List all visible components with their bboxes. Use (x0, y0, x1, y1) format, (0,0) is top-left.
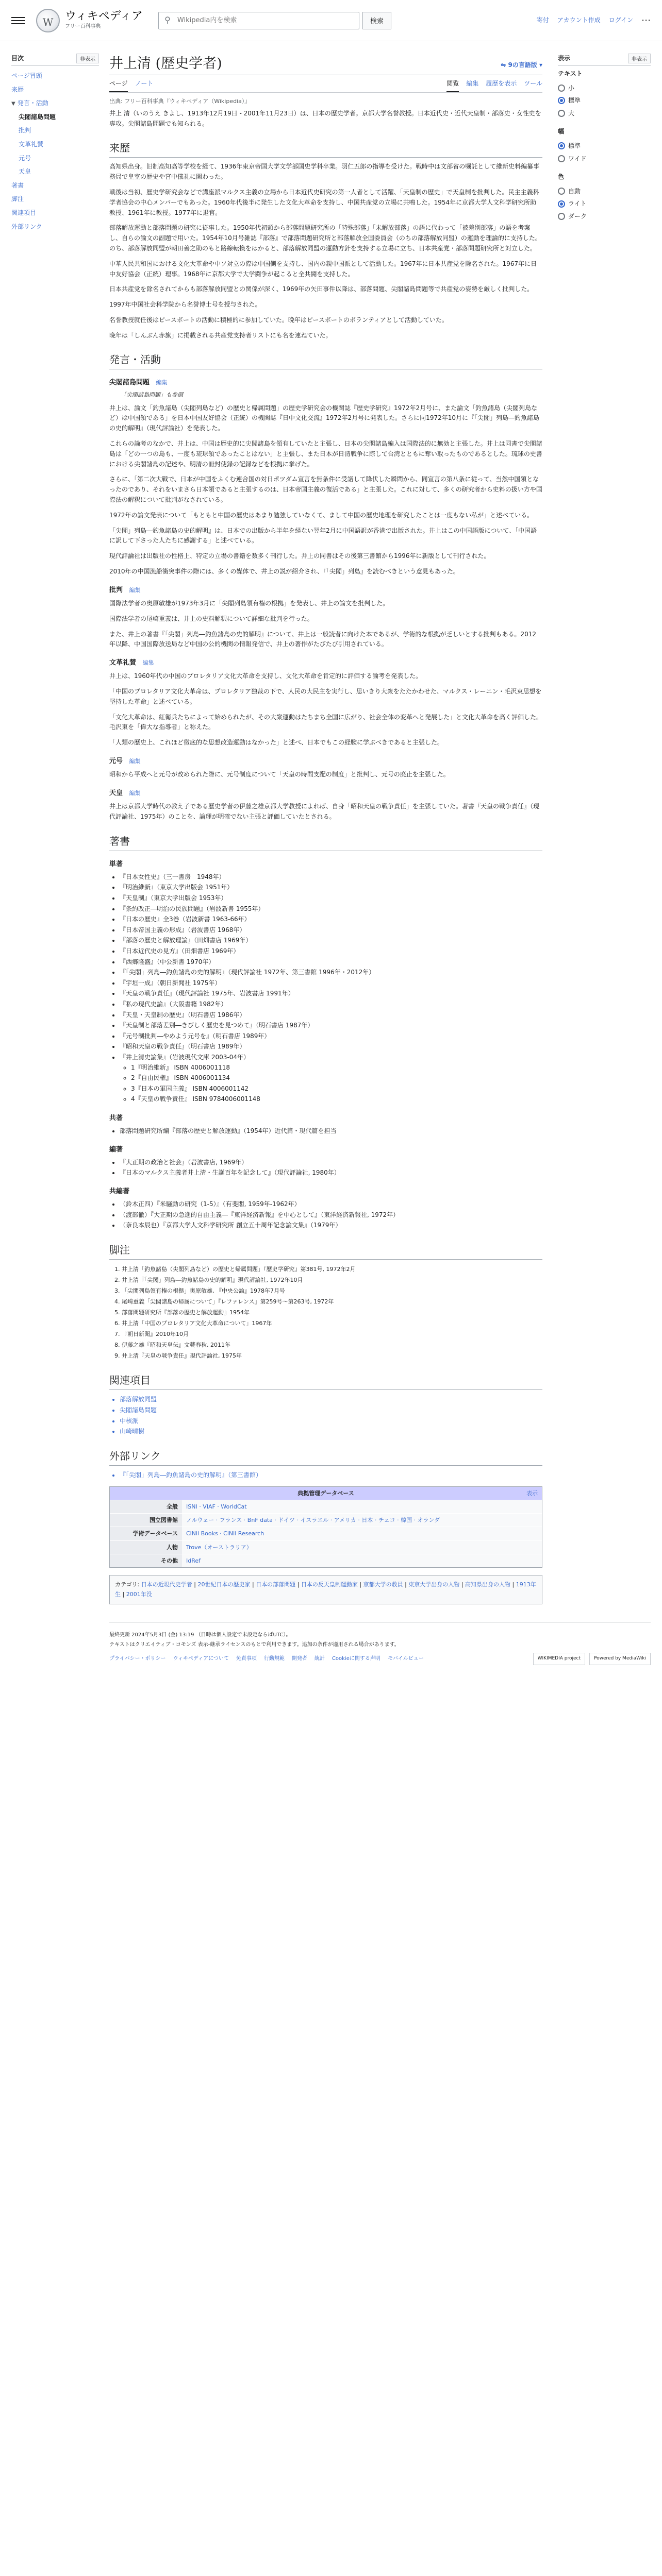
references-list (109, 1264, 542, 1361)
footer-link[interactable]: 統計 (314, 1656, 325, 1662)
edit-tenno-link[interactable]: 編集 (129, 790, 141, 797)
appearance-option-label: ワイド (568, 155, 587, 162)
tab-read[interactable]: 閲覧 (446, 75, 459, 92)
authority-control-box (109, 1486, 542, 1567)
paragraph: また、井上の著書『「尖閣」列島―釣魚諸島の史的解明』について、井上は一般読者に向けた本であるが、学術的な根拠が乏しいとする批判もある。2012年以降、中国国際放送局など中国の公的機関の情報発信で、井上の著作がたびたび引用されている。 (109, 630, 537, 648)
section-heading-works-label: 著書 (109, 835, 130, 848)
toc-item[interactable] (11, 138, 99, 151)
paragraph: 「文化大革命は、紅衛兵たちによって始められたが、その大衆運動はたちまち全国に広がり、社会全体の変革へと発展した」と文化大革命を高く評価した。毛沢東を「偉大な指導者」と称えた。 (109, 713, 543, 731)
last-modified: 最終更新 2024年5月3日 (金) 13:19 （日時は個人設定で未設定ならばUTC）。 (109, 1632, 291, 1638)
appearance-option-label: ダーク (568, 212, 587, 220)
intro-paragraph: 井上 清（いのうえ きよし、1913年12月19日 - 2001年11月23日）は、日本の歴史学者。京都大学名誉教授。日本近代史・近代天皇制・部落史・女性史を専攻。尖閣諸島問題でも知られる。 (109, 109, 541, 127)
authority-label: 全般 (110, 1500, 182, 1514)
appearance-option[interactable] (558, 210, 651, 223)
search-box (158, 12, 359, 29)
appearance-title: 表示 (558, 55, 571, 62)
section-heading-works (109, 834, 542, 851)
paragraph: 井上は京都大学時代の教え子である歴史学者の伊藤之雄京都大学教授によれば、自身「昭和天皇の戦争責任」を主張していた。著書『天皇の戦争責任』（現代評論社、1975年）のことを、論理が明確でない主張と評価していたとされる。 (109, 803, 540, 820)
login-link[interactable]: ログイン (608, 16, 633, 24)
works-solo-list (109, 872, 542, 1105)
paragraph: 部落解放運動と部落問題の研究に従事した。1950年代初頭から部落問題研究所の「特殊部落」「未解放部落」の語に代わって「被差別部落」の語を考案し、自らの論文の副題で用いた。1954年10月号雑誌『部落』で部落問題研究所と部落解放全国委員会（のちの部落解放同盟）の運動を理論的に支持した。のち、部落解放同盟が朝田善之助のもと路線転換をはかると、部落解放同盟の運動方針を支持する立場に立ち、日本共産党・部落問題研究所と対立した。 (109, 224, 541, 252)
book-item: • （奈良本辰也）『京都大学人文科学研究所 創立五十周年記念論文集』（1979年） (120, 1220, 542, 1231)
book-item: • 『宇垣一成』（朝日新聞社 1975年） (120, 978, 542, 989)
more-options-icon[interactable]: ⋯ (641, 14, 651, 26)
book-item: • 『昭和天皇の戦争責任』（明石書店 1989年） (120, 1041, 542, 1052)
paragraph: 中華人民共和国における文化大革命や中ソ対立の際は中国側を支持し、国内の親中国派として活動した。1967年に日本共産党を除名された。1967年に日中友好協会（正統）理事。1968年に京都大学で大学闘争が起こると全共闘を支持した。 (109, 260, 537, 278)
subsection-heading-tenno (109, 788, 542, 799)
appearance-option[interactable] (558, 82, 651, 95)
license-text: テキストはクリエイティブ・コモンズ 表示-継承ライセンスのもとで利用できます。追加の条件が適用される場合があります。 (109, 1641, 400, 1648)
toc-item[interactable] (11, 96, 99, 110)
subsection-heading-criticism-label: 批判 (109, 586, 123, 594)
category-link[interactable]: 1913年生 (115, 1581, 536, 1598)
authority-toggle[interactable]: 表示 (526, 1490, 538, 1497)
subsection-heading-joint: 共著 (109, 1114, 123, 1122)
authority-label: 学術データベース (110, 1527, 182, 1540)
toc-item[interactable] (11, 83, 99, 97)
authority-row (110, 1500, 542, 1514)
radio-button[interactable] (558, 188, 565, 195)
appearance-group-label: 幅 (558, 128, 565, 135)
external-link[interactable]: • 『「尖閣」列島―釣魚諸島の史的解明』（第三書館） (120, 1470, 542, 1481)
subsection-heading-senkaku-label: 尖閣諸島問題 (109, 379, 150, 387)
site-logo[interactable] (36, 9, 143, 32)
footer-link[interactable]: ウィキペディアについて (173, 1656, 229, 1662)
category-link[interactable]: 高知県出身の人物 (465, 1581, 510, 1588)
paragraph: 国際法学者の奥原敏雄が1973年3月に「尖閣列島領有権の根拠」を発表し、井上の論文を批判した。 (109, 599, 389, 607)
logo-title: ウィキペディア (65, 9, 143, 23)
external-links-list (109, 1470, 542, 1481)
page-tabs (109, 75, 542, 93)
reference-item: 4. 尾崎重義「尖閣諸島の帰属について」『レファレンス』第259号〜第263号, 1972年 (122, 1296, 542, 1307)
paragraph: 2010年の中国漁船衝突事件の際には、多くの媒体で、井上の説が紹介され、『「尖閣」列島』を読むべきという意見もあった。 (109, 568, 459, 575)
toc-item-label: 関連項目 (11, 209, 37, 216)
book-item: • 『「尖閣」列島―釣魚諸島の史的解明』（現代評論社 1972年、第三書館 1996年・2012年） (120, 967, 542, 978)
footer-link[interactable]: モバイルビュー (387, 1656, 424, 1662)
paragraph: 名誉教授就任後はピースボートの活動に積極的に参加していた。晩年はピースボートのボランティアとして活動していた。 (109, 316, 448, 324)
book-item: • （鈴木正四）『米騒動の研究（1-5）』（有斐閣, 1959年-1962年） (120, 1199, 542, 1210)
subsection-heading-bunkaku-label: 文革礼賛 (109, 659, 137, 667)
book-item: • 部落問題研究所編『部落の歴史と解放運動』（1954年）近代篇・現代篇を担当 (120, 1126, 542, 1137)
paragraph: 晩年は「しんぶん赤旗」に掲載される共産党支持者リストにも名を連ねていた。 (109, 331, 332, 339)
radio-button[interactable] (558, 97, 565, 104)
language-button-label: 9の言語版 (508, 61, 537, 69)
works-edited-list (109, 1157, 542, 1178)
book-volumes-list (120, 1062, 542, 1105)
source-line: 出典: フリー百科事典『ウィキペディア（Wikipedia）』 (109, 97, 251, 105)
appearance-option-label: 小 (568, 84, 575, 92)
paragraph: 1972年の論文発表について「もともと中国の歴史はあまり勉強していなくて、まして中国の歴史地理を研究したことは一度もない私が」と述べている。 (109, 511, 534, 519)
tab-talk[interactable]: ノート (135, 80, 154, 88)
section-heading-related-label: 関連項目 (109, 1374, 151, 1387)
category-link[interactable]: 日本の近現代史学者 (141, 1581, 192, 1588)
hatnote-senkaku[interactable]: 「尖閣諸島問題」も参照 (121, 391, 183, 398)
paragraph: 1997年中国社会科学院から名誉博士号を授与された。 (109, 301, 261, 309)
footer-link[interactable]: プライバシー・ポリシー (109, 1656, 166, 1662)
book-item: • 『日本近代史の見方』（田畑書店 1969年） (120, 946, 542, 957)
book-item: • 『西郷隆盛』（中公新書 1970年） (120, 957, 542, 968)
subsection-heading-edited: 編著 (109, 1145, 123, 1154)
appearance-option-label: 自動 (568, 187, 581, 195)
book-item: • 『日本のマルクス主義者井上清・生誕百年を記念して』（現代評論社, 1980年） (120, 1167, 542, 1178)
radio-button[interactable] (558, 200, 565, 208)
paragraph: 「尖閣」列島―釣魚諸島の史的解明』は、日本での出版から半年を経ない翌年2月に中国語訳が香港で出版された。井上はこの中国語版について、「中国語に訳して下さった人たちに感謝する」と述べている。 (109, 527, 537, 545)
footer-link[interactable]: Cookieに関する声明 (332, 1656, 380, 1662)
logo-subtitle: フリー百科事典 (65, 23, 101, 29)
reference-item: 5. 部落問題研究所『部落の歴史と解放運動』1954年 (122, 1307, 542, 1318)
toc-item-label: 元号 (19, 154, 31, 162)
section-heading-activities (109, 352, 542, 369)
section-heading-history-label: 来歴 (109, 142, 130, 155)
category-link[interactable]: 日本の反天皇制運動家 (301, 1581, 358, 1588)
reference-item: 7. 『朝日新聞』2010年10月 (122, 1329, 542, 1340)
edit-bunkaku-link[interactable]: 編集 (142, 659, 154, 667)
appearance-option[interactable] (558, 107, 651, 120)
book-item: • 『元号制批判―やめよう元号を』（明石書店 1989年） (120, 1031, 542, 1042)
reference-item: 8. 伊藤之雄『昭和天皇伝』文藝春秋, 2011年 (122, 1340, 542, 1350)
language-button[interactable]: ⇋ 9の言語版 ▾ (501, 61, 542, 69)
toc-hide-button[interactable]: 非表示 (76, 54, 99, 63)
toc-item-label: 文革礼賛 (19, 140, 44, 148)
subsection-heading-gengo (109, 756, 542, 767)
footer-link[interactable]: 開発者 (291, 1656, 307, 1662)
book-item: • 『大正期の政治と社会』（岩波書店, 1969年） (120, 1157, 542, 1168)
paragraph: 現代評論社は出版社の性格上、特定の立場の書籍を数多く刊行した。井上の同書はその後第三書館から1996年に新版として刊行された。 (109, 552, 490, 560)
authority-value[interactable]: CiNii Books · CiNii Research (182, 1527, 542, 1540)
toc-item[interactable] (11, 151, 99, 165)
category-link[interactable]: 2001年没 (126, 1591, 152, 1598)
section-heading-related (109, 1372, 542, 1390)
authority-value[interactable]: ノルウェー · フランス · BnF data · ドイツ · イスラエル · アメリカ · 日本 · チェコ · 韓国 · オランダ (182, 1514, 542, 1527)
edit-criticism-link[interactable]: 編集 (129, 586, 141, 594)
authority-label: その他 (110, 1554, 182, 1567)
paragraph: 昭和から平成へと元号が改められた際に、元号制度について「天皇の時間支配の制度」と批判し、元号の廃止を主張した。 (109, 771, 450, 778)
paragraph: 高知県出身。旧制高知高等学校を経て、1936年東京帝国大学文学部国史学科卒業。羽仁五郎の指導を受けた。戦時中は文部省の嘱託として維新史料編纂事務局で皇室の歴史や宮中儀礼に関わった。 (109, 163, 540, 181)
authority-row (110, 1527, 542, 1540)
personal-tools (537, 13, 651, 28)
donate-link[interactable]: 寄付 (536, 16, 549, 24)
site-header (0, 0, 662, 41)
related-link[interactable]: • 尖閣諸島問題 (120, 1405, 542, 1416)
table-of-contents (11, 41, 99, 1612)
appearance-hide-button[interactable]: 非表示 (628, 54, 651, 63)
paragraph: 「中国のプロレタリア文化大革命は、プロレタリア独裁の下で、人民の大民主を実行し、思いきり大衆をたたかわせた、マルクス・レーニン・毛沢東思想を堅持した革命」と述べている。 (109, 688, 542, 705)
appearance-option[interactable] (558, 94, 651, 107)
book-item: • 『天皇制と部落差別―きびしく歴史を見つめて』（明石書店 1987年） (120, 1020, 542, 1031)
paragraph: これらの論考のなかで、井上は、中国は歴史的に尖閣諸島を領有していたと主張し、日本の尖閣諸島編入は国際法的に無効と主張した。井上は同書で尖閣諸島は「どの一つの島も、一度も琉球領であったことはない」と主張し、また日本が日清戦争に際して台湾とともに奪い取ったものであるとした。琉球の史書における尖閣諸島の記述や、明清の冊封使録の記録などを根拠に挙げた。 (109, 440, 542, 468)
toc-item[interactable] (11, 165, 99, 179)
section-heading-notes-label: 脚注 (109, 1243, 130, 1256)
book-item: • 『明治維新』（東京大学出版会 1951年） (120, 882, 542, 893)
book-volume-item: ◦ 4『天皇の戦争責任』 ISBN 9784006001148 (131, 1094, 542, 1105)
book-volume-item: ◦ 1『明治維新』 ISBN 4006001118 (131, 1062, 542, 1073)
radio-button[interactable] (558, 142, 565, 149)
book-item: • （渡部徹）『大正期の急進的自由主義―『東洋経済新報』を中心として』（東洋経済新報社, 1972年） (120, 1210, 542, 1221)
category-link[interactable]: 東京大学出身の人物 (408, 1581, 460, 1588)
toc-item[interactable] (11, 206, 99, 220)
authority-row (110, 1554, 542, 1567)
subsection-heading-criticism (109, 585, 542, 596)
radio-button[interactable] (558, 155, 565, 162)
subsection-heading-tenno-label: 天皇 (109, 789, 123, 798)
authority-title: 典拠管理データベース (297, 1490, 354, 1497)
toc-item-label: 批判 (19, 127, 31, 134)
search-input[interactable] (176, 16, 359, 25)
radio-button[interactable] (558, 84, 565, 92)
toc-item[interactable] (11, 69, 99, 83)
category-link[interactable]: 20世紀日本の歴史家 (197, 1581, 251, 1588)
appearance-panel (558, 41, 651, 1612)
toc-item[interactable] (11, 192, 99, 206)
category-link[interactable]: 日本の部落問題 (256, 1581, 296, 1588)
toc-item-label: 脚注 (11, 195, 24, 203)
toc-item-label: 発言・活動 (17, 99, 48, 107)
toc-item[interactable] (11, 110, 99, 124)
subsection-heading-senkaku (109, 378, 542, 388)
book-volume-item: ◦ 3『日本の軍国主義』 ISBN 4006001142 (131, 1083, 542, 1094)
paragraph: 戦後は当初、歴史学研究会などで講座派マルクス主義の立場から日本近代史研究の第一人者として活躍、「天皇制の歴史」で天皇制を批判した。民主主義科学者協会の中心メンバーでもあった。1960年代後半に発生した文化大革命を支持し、中国共産党の立場に共鳴した。1954年に京都大学人文科学研究所助教授、1961年に教授。1977年に退官。 (109, 188, 539, 216)
tab-edit[interactable]: 編集 (466, 80, 479, 88)
category-links: カテゴリ: 日本の近現代史学者 | 20世紀日本の歴史家 | 日本の部落問題 | 日本の反天皇制運動家 | 京都大学の教員 | 東京大学出身の人物 | 高知県出身の人物 | 1913年生 | 2001年没 (109, 1575, 542, 1605)
book-item: • 『井上清史論集』（岩波現代文庫 2003-04年） ◦ 1『明治維新』 ISBN 4006001118 ◦ 2『自由民権』 ISBN 4006001134 ◦ 3『日本の軍国主義』 ISBN 4006001142 ◦ 4『天皇の戦争責任』 ISBN 9784006001148 (120, 1052, 542, 1105)
appearance-option[interactable] (558, 152, 651, 165)
tab-tools[interactable]: ツール (524, 80, 542, 88)
reference-item: 9. 井上清『天皇の戦争責任』現代評論社, 1975年 (122, 1350, 542, 1361)
appearance-option[interactable] (558, 140, 651, 152)
toc-item[interactable] (11, 179, 99, 193)
book-item: • 『天皇・天皇制の歴史』（明石書店 1986年） (120, 1010, 542, 1021)
category-link[interactable]: 京都大学の教員 (363, 1581, 403, 1588)
paragraph: 日本共産党を除名されてからも部落解放同盟との関係が深く、1969年の矢田事件以降は、部落問題、尖閣諸島問題等で共産党の姿勢を厳しく批判した。 (109, 285, 534, 293)
toc-item[interactable] (11, 124, 99, 138)
authority-row (110, 1514, 542, 1527)
edit-senkaku-link[interactable]: 編集 (156, 379, 168, 386)
appearance-option-label: 標準 (568, 142, 581, 149)
subsection-heading-coedited: 共編著 (109, 1188, 130, 1196)
works-coedited-list (109, 1199, 542, 1231)
reference-item: 3. 「尖閣列島領有権の根拠」奥原敏雄, 『中央公論』1978年7月号 (122, 1285, 542, 1296)
toc-item-label: 著書 (11, 181, 24, 189)
wikimedia-logo[interactable]: WIKIMEDIA project (533, 1653, 585, 1665)
related-list (109, 1394, 542, 1436)
authority-row (110, 1540, 542, 1554)
tab-history[interactable]: 履歴を表示 (486, 80, 517, 88)
section-heading-external (109, 1448, 542, 1466)
radio-button[interactable] (558, 110, 565, 117)
page-footer (109, 1622, 651, 1672)
book-item: • 『天皇制』（東京大学出版会 1953年） (120, 893, 542, 904)
reference-item: 2. 井上清『「尖閣」列島―釣魚諸島の史的解明』現代評論社, 1972年10月 (122, 1275, 542, 1285)
authority-value[interactable]: ISNI · VIAF · WorldCat (182, 1500, 542, 1514)
appearance-option-label: 大 (568, 109, 575, 117)
search-button[interactable]: 検索 (362, 12, 391, 29)
related-link[interactable]: • 山崎晴樹 (120, 1426, 542, 1437)
appearance-option[interactable] (558, 185, 651, 198)
wikipedia-globe-icon (36, 9, 60, 32)
reference-item: 6. 井上清「中国のプロレタリア文化大革命について」1967年 (122, 1318, 542, 1329)
authority-value[interactable]: IdRef (182, 1554, 542, 1567)
section-heading-history (109, 140, 542, 158)
appearance-group (558, 172, 651, 223)
authority-label: 国立図書館 (110, 1514, 182, 1527)
appearance-option-label: ライト (568, 200, 587, 208)
section-heading-notes (109, 1242, 542, 1260)
book-item: • 『部落の歴史と解放理論』（田畑書店 1969年） (120, 935, 542, 946)
tab-page[interactable]: ページ (109, 75, 128, 92)
page-title: 井上清 (歴史学者) (109, 56, 222, 72)
toc-item-label: 外部リンク (11, 223, 42, 230)
footer-link[interactable]: 行動規範 (263, 1656, 285, 1662)
category-label[interactable]: カテゴリ: (115, 1581, 140, 1588)
subsection-heading-solo: 単著 (109, 860, 123, 868)
subsection-heading-bunkaku (109, 658, 542, 668)
appearance-option[interactable] (558, 197, 651, 210)
book-item: • 『日本の歴史』全3巻（岩波新書 1963-66年） (120, 914, 542, 925)
toc-item-label: 来歴 (11, 86, 24, 93)
radio-button[interactable] (558, 213, 565, 220)
appearance-group-label: テキスト (558, 70, 583, 77)
works-joint-list (109, 1126, 542, 1137)
book-volume-item: ◦ 2『自由民権』 ISBN 4006001134 (131, 1073, 542, 1083)
related-link[interactable]: • 中核派 (120, 1416, 542, 1427)
appearance-option-label: 標準 (568, 97, 581, 105)
section-heading-activities-label: 発言・活動 (109, 353, 161, 366)
toc-toggle-icon[interactable]: ▼ (11, 101, 15, 107)
paragraph: 井上は、論文「釣魚諸島（尖閣列島など）の歴史と帰属問題」の歴史学研究会の機関誌『歴史学研究』1972年2月号に、また論文「釣魚諸島（尖閣列島など）は中国領である」を日本中国友好協会（正統）の機関誌『日中文化交流』1972年2月号に発表した。さらに同1972年10月に『「尖閣」列島―釣魚諸島の史的解明』（現代評論社）を発表した。 (109, 404, 539, 432)
subsection-heading-gengo-label: 元号 (109, 757, 123, 766)
paragraph: 井上は、1960年代の中国のプロレタリア文化大革命を支持し、文化大革命を肯定的に評価する論考を発表した。 (109, 672, 422, 680)
book-item: • 『私の現代史論』（大阪書籍 1982年） (120, 999, 542, 1010)
mediawiki-logo[interactable]: Powered by MediaWiki (589, 1653, 651, 1665)
create-account-link[interactable]: アカウント作成 (557, 16, 601, 24)
book-item: • 『日本女性史』（三一書房 1948年） (120, 872, 542, 883)
authority-label: 人物 (110, 1540, 182, 1554)
section-heading-external-label: 外部リンク (109, 1449, 161, 1462)
paragraph: 国際法学者の尾崎重義は、井上の史料解釈について詳細な批判を行った。 (109, 615, 313, 622)
toc-item-label: ページ冒頭 (11, 72, 42, 79)
toc-item[interactable] (11, 220, 99, 234)
toc-title: 目次 (11, 55, 24, 62)
edit-gengo-link[interactable]: 編集 (129, 758, 141, 765)
main-content (99, 41, 558, 1612)
appearance-group-label: 色 (558, 173, 565, 181)
related-link[interactable]: • 部落解放同盟 (120, 1394, 542, 1405)
footer-link[interactable]: 免責事項 (236, 1656, 257, 1662)
main-menu-icon[interactable] (11, 14, 25, 27)
reference-item: 1. 井上清「釣魚諸島（尖閣列島など）の歴史と帰属問題」『歴史学研究』第381号, 1972年2月 (122, 1264, 542, 1275)
book-item: • 『条約改正―明治の民族問題』（岩波新書 1955年） (120, 904, 542, 914)
book-item: • 『日本帝国主義の形成』（岩波書店 1968年） (120, 925, 542, 936)
paragraph: 「人類の歴史上、これほど徹底的な思想改造運動はなかった」と述べ、日本でもこの経験に学ぶべきであると主張した。 (109, 739, 444, 747)
toc-item-label: 尖閣諸島問題 (19, 113, 56, 121)
book-item: • 『天皇の戦争責任』（現代評論社 1975年、岩波書店 1991年） (120, 988, 542, 999)
appearance-group (558, 69, 651, 120)
appearance-group (558, 127, 651, 165)
search-icon: ⚲ (164, 15, 171, 25)
authority-value[interactable]: Trove（オーストラリア） (182, 1540, 542, 1554)
paragraph: さらに、「第二次大戦で、日本が中国をふくむ連合国の対日ポツダム宣言を無条件に受諾して降伏した瞬間から、同宣言の第八条に従って、当然中国領となったのであり、それをいまさら日本領であると主張するのは、日本帝国主義の復活である」と主張した。これに対して、多くの研究者から史料の扱い方や国際法の解釈について批判がなされている。 (109, 476, 542, 504)
toc-item-label: 天皇 (19, 168, 31, 176)
